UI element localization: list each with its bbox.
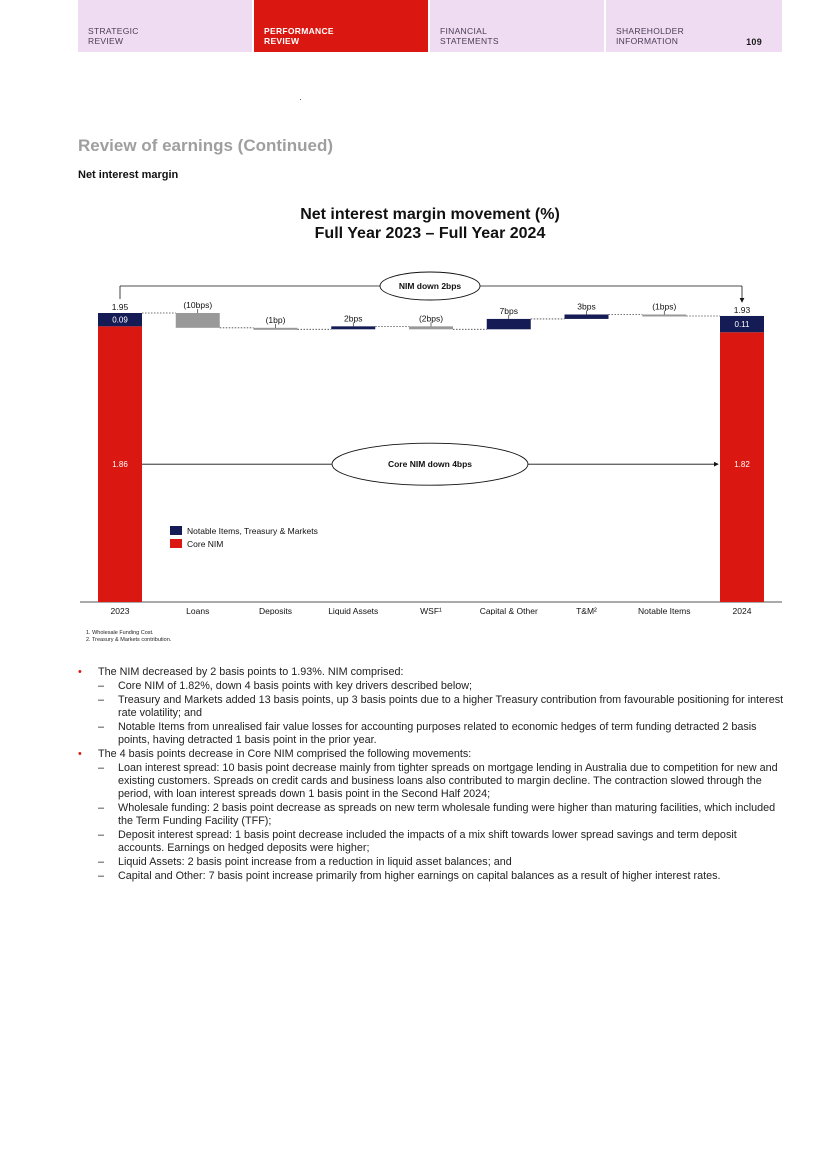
- dash: –: [98, 680, 105, 692]
- tab-label: FINANCIAL STATEMENTS: [440, 26, 499, 46]
- bullet-dot: •: [78, 748, 82, 760]
- tab-strategic-review[interactable]: [78, 0, 254, 52]
- movement-bar: [642, 314, 686, 316]
- dash: –: [98, 856, 105, 868]
- x-tick-label: WSF¹: [420, 606, 442, 615]
- dash: –: [98, 762, 105, 774]
- movement-label: 7bps: [499, 305, 518, 316]
- dash: –: [98, 721, 105, 733]
- tab-label: STRATEGIC REVIEW: [88, 26, 139, 46]
- list-item: [78, 666, 784, 679]
- x-tick-label: Loans: [186, 606, 210, 615]
- label-2023-total: 1.95: [111, 302, 129, 312]
- sub-bullet-text: Treasury and Markets added 13 basis points, up 3 basis points due to a higher Treasury contribution from favourable positioning for interest rate volatility; and: [118, 694, 784, 719]
- annotation-top-text: NIM down 2bps: [398, 281, 462, 291]
- annotation-core-text: Core NIM down 4bps: [387, 459, 473, 470]
- list-item: [78, 680, 784, 693]
- sub-bullet-text: Liquid Assets: 2 basis point increase from a reduction in liquid asset balances; and: [118, 856, 512, 868]
- dash: –: [98, 829, 105, 841]
- chart-title-line1: Net interest margin movement (%): [300, 206, 560, 223]
- section-title: Review of earnings (Continued): [78, 136, 334, 155]
- label-2024-core: 1.82: [734, 460, 750, 470]
- dash: –: [98, 802, 105, 814]
- list-item: [78, 694, 784, 720]
- list-item: [78, 762, 784, 801]
- list-item: [78, 856, 784, 869]
- label-2024-notable: 0.11: [734, 320, 750, 330]
- movement-bar: [487, 319, 531, 329]
- x-tick-label: T&M²: [576, 606, 597, 615]
- legend-swatch: [170, 539, 182, 548]
- chart-svg: [78, 200, 782, 615]
- movement-bar: [409, 326, 453, 329]
- label-2023-core: 1.86: [112, 460, 128, 470]
- sub-bullet-text: Notable Items from unrealised fair value losses for accounting purposes related to economic hedges of term funding detracted 2 basis points, having detracted 1 basis point in the prior year.: [118, 721, 757, 746]
- movement-bar: [254, 328, 298, 330]
- tab-financial-statements[interactable]: [430, 0, 606, 52]
- bullet-text: The NIM decreased by 2 basis points to 1.93%. NIM comprised:: [98, 666, 404, 678]
- movement-label: (10bps): [183, 300, 213, 310]
- list-item: [78, 829, 784, 855]
- list-item: [78, 802, 784, 828]
- list-item: [78, 748, 784, 761]
- list-item: [78, 870, 784, 883]
- decorative-dot: [300, 99, 301, 100]
- movement-label: 2bps: [344, 313, 363, 324]
- footnotes: [86, 630, 171, 644]
- movement-label: (2bps): [418, 313, 444, 324]
- tab-shareholder-information[interactable]: [606, 0, 782, 52]
- footnote-2: 2. Treasury & Markets contribution.: [86, 637, 172, 643]
- dash: –: [98, 694, 105, 706]
- movement-bar: [565, 314, 609, 318]
- page-number: 109: [746, 37, 762, 47]
- movement-label: (1bp): [265, 314, 286, 325]
- legend-label: Notable Items, Treasury & Markets: [187, 526, 318, 536]
- chart-title-line2: Full Year 2023 – Full Year 2024: [314, 225, 546, 242]
- movement-bar: [176, 313, 220, 328]
- dash: –: [98, 870, 105, 882]
- tab-label: SHAREHOLDER INFORMATION: [616, 26, 685, 46]
- tab-label: PERFORMANCE REVIEW: [264, 26, 334, 46]
- bullet-list: [78, 666, 784, 883]
- sub-title: Net interest margin: [78, 169, 179, 181]
- body-text: [78, 666, 784, 884]
- footnote-1: 1. Wholesale Funding Cost.: [86, 630, 154, 636]
- sub-bullet-text: Capital and Other: 7 basis point increase primarily from higher earnings on capital balances as a result of higher interest rates.: [118, 870, 721, 882]
- tab-performance-review[interactable]: [254, 0, 430, 52]
- section-tabs: [78, 0, 782, 52]
- x-tick-label: Capital & Other: [479, 606, 538, 615]
- legend-label: Core NIM: [187, 539, 224, 549]
- movement-label: 3bps: [577, 301, 596, 312]
- label-2024-total: 1.93: [733, 304, 751, 315]
- x-tick-label: Deposits: [258, 606, 293, 615]
- movement-bar: [331, 326, 375, 329]
- sub-bullet-text: Deposit interest spread: 1 basis point decrease included the impacts of a mix shift towards lower spread savings and term deposit accounts. Earnings on hedged deposits were higher;: [118, 829, 737, 854]
- x-tick-label: Liquid Assets: [328, 606, 379, 615]
- nim-waterfall-chart: [78, 200, 782, 615]
- legend-swatch: [170, 526, 182, 535]
- x-tick-label: Notable Items: [638, 606, 691, 615]
- list-item: [78, 721, 784, 747]
- bullet-text: The 4 basis points decrease in Core NIM comprised the following movements:: [98, 748, 472, 760]
- x-tick-label: 2024: [732, 606, 752, 615]
- sub-bullet-text: Loan interest spread: 10 basis point decrease mainly from tighter spreads on mortgage lending in Australia due to competition for new and existing customers. Spreads on credit cards and business loans also contributed to margin decline. The contraction slowed through the period, with loan interest spreads down 1 basis point in the Second Half 2024;: [118, 762, 778, 800]
- sub-bullet-text: Wholesale funding: 2 basis point decrease as spreads on new term wholesale funding were higher than maturing facilities, which included the Term Funding Facility (TFF);: [118, 802, 776, 827]
- sub-bullet-text: Core NIM of 1.82%, down 4 basis points with key drivers described below;: [118, 680, 473, 692]
- movement-label: (1bps): [652, 301, 677, 312]
- bullet-dot: •: [78, 666, 82, 678]
- x-tick-label: 2023: [110, 606, 130, 615]
- label-2023-notable: 0.09: [112, 315, 128, 325]
